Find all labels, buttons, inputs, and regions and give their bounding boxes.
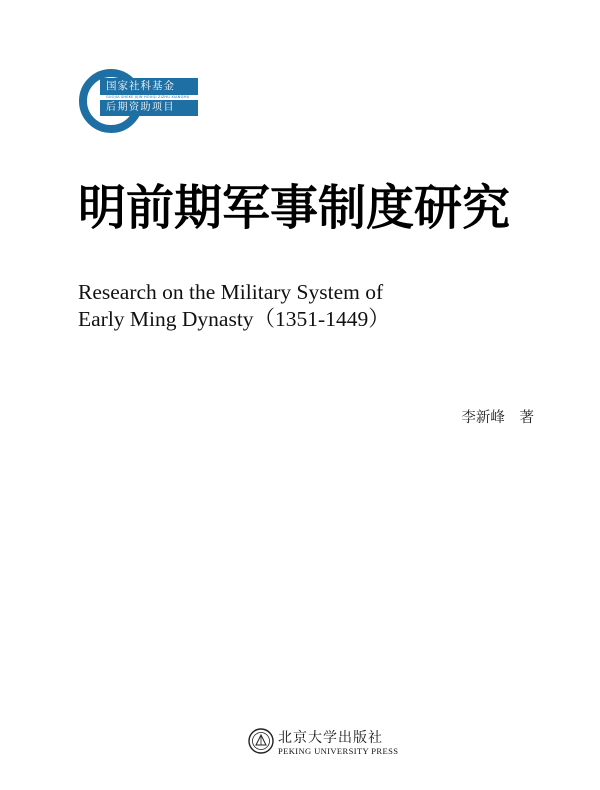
author bbox=[461, 406, 534, 427]
english-title-line-2: Early Ming Dynasty（1351-1449） bbox=[78, 307, 390, 331]
peking-university-emblem-icon bbox=[248, 726, 274, 756]
badge-line-1: 国家社科基金 bbox=[100, 78, 198, 95]
badge-line-3: 后期资助项目 bbox=[100, 100, 198, 116]
badge-line-2: GUOJIA SHEKE JIJIN HOUQI ZIZHU XIANGMU bbox=[100, 95, 198, 100]
publisher-name-cn: 北京大学出版社 bbox=[278, 730, 383, 746]
publisher-logo bbox=[248, 724, 408, 760]
publisher-name-en: PEKING UNIVERSITY PRESS bbox=[278, 746, 399, 756]
author-role: 著 bbox=[519, 410, 534, 426]
chinese-title: 明前期军事制度研究 bbox=[78, 180, 511, 236]
author-name: 李新峰 bbox=[461, 410, 505, 426]
english-title bbox=[78, 279, 390, 333]
fund-badge bbox=[78, 68, 190, 134]
english-title-line-1: Research on the Military System of bbox=[78, 280, 384, 304]
